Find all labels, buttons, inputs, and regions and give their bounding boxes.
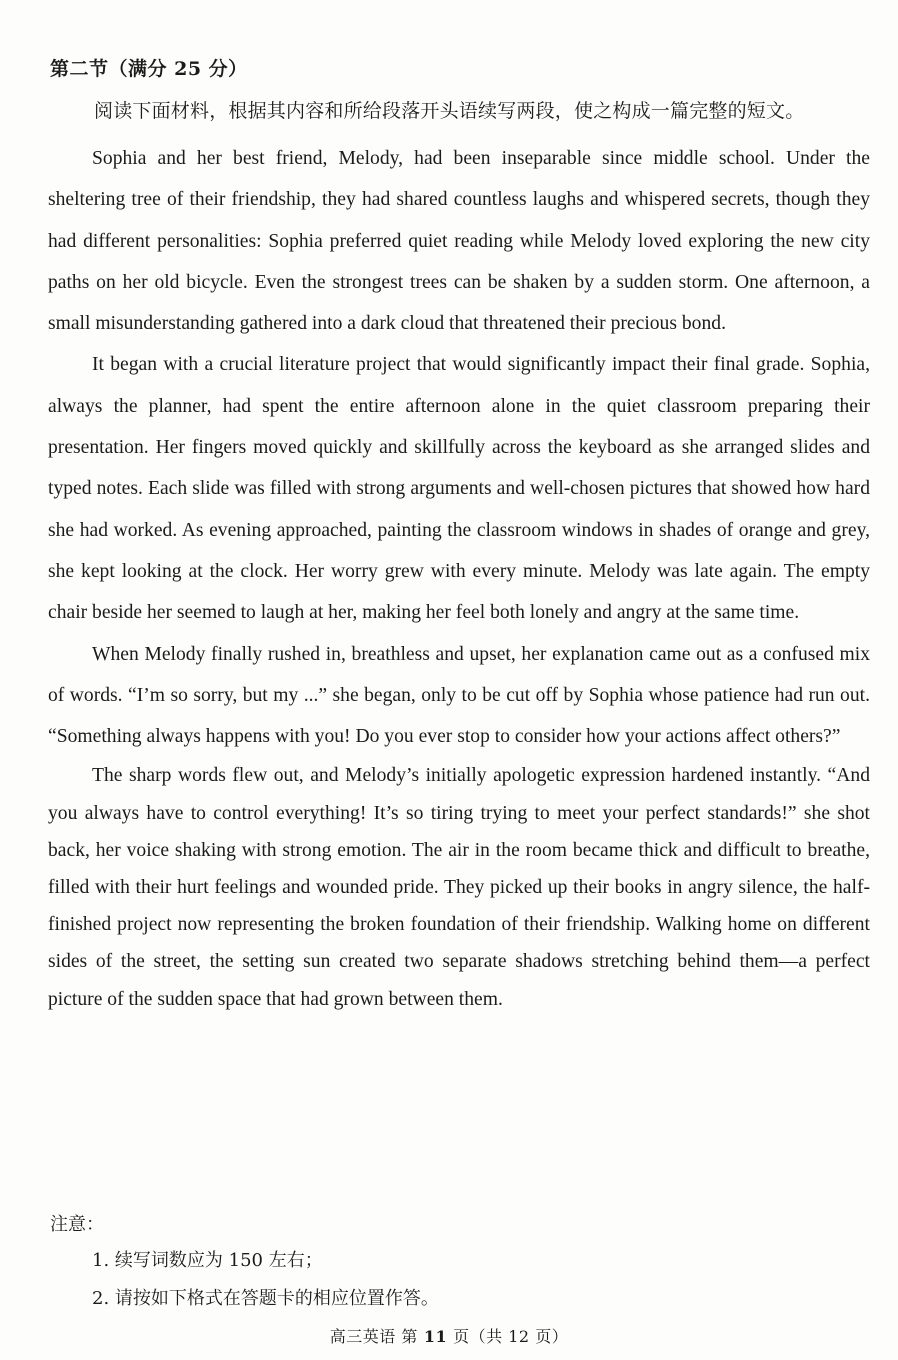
passage-paragraph-3: When Melody finally rushed in, breathless and upset, her explanation came out as a confused mix of words. “I’m so sorry, but my ...” she began, only to be cut off by Sophia whose patience had run out. “Something always happens with you! Do you ever stop to consider how your actions affect others?” [48, 643, 870, 748]
footer-page-number: 11 [423, 1327, 448, 1346]
footer-prefix: 高三英语 第 [329, 1327, 418, 1346]
notes-list [50, 1246, 439, 1310]
passage-paragraph-2: It began with a crucial literature project that would significantly impact their final grade. Sophia, always the planner, had spent the entire afternoon alone in the quiet classroom preparing their presentation. Her fingers moved quickly and skillfully across the keyboard as she arranged slides and typed notes. Each slide was filled with strong arguments and well-chosen pictures that showed how hard she had worked. As evening approached, painting the classroom windows in shades of orange and grey, she kept looking at the clock. Her worry grew with every minute. Melody was late again. The empty chair beside her seemed to laugh at her, making her feel both lonely and angry at the same time. [48, 354, 870, 624]
section-title: 第二节（满分 25 分） [50, 58, 248, 80]
reading-passage [48, 138, 870, 1018]
page-footer [0, 1324, 898, 1347]
note-item-2: 2. 请按如下格式在答题卡的相应位置作答。 [92, 1288, 439, 1309]
task-instruction: 阅读下面材料，根据其内容和所给段落开头语续写两段，使之构成一篇完整的短文。 [94, 100, 805, 122]
passage-paragraph-1: Sophia and her best friend, Melody, had been inseparable since middle school. Under the sheltering tree of their friendship, they had shared countless laughs and whispered secrets, though they had different personalities: Sophia preferred quiet reading while Melody loved exploring the new city paths on her old bicycle. Even the strongest trees can be shaken by a sudden storm. One afternoon, a small misunderstanding gathered into a dark cloud that threatened their precious bond. [48, 148, 870, 335]
footer-suffix: 页（共 12 页） [453, 1327, 569, 1346]
notes-label: 注意： [50, 1214, 104, 1235]
note-item-1: 1. 续写词数应为 150 左右； [92, 1250, 323, 1271]
passage-paragraph-4: The sharp words flew out, and Melody’s initially apologetic expression hardened instantly. “And you always have to control everything! It’s so tiring trying to meet your perfect standards!” she shot back, her voice shaking with strong emotion. The air in the room became thick and difficult to breathe, filled with their hurt feelings and wounded pride. They picked up their books in angry silence, the half-finished project now representing the broken foundation of their friendship. Walking home on different sides of the street, the setting sun created two separate shadows stretching behind them—a perfect picture of the sudden space that had grown between them. [48, 765, 870, 1010]
notes-section [50, 1210, 439, 1322]
